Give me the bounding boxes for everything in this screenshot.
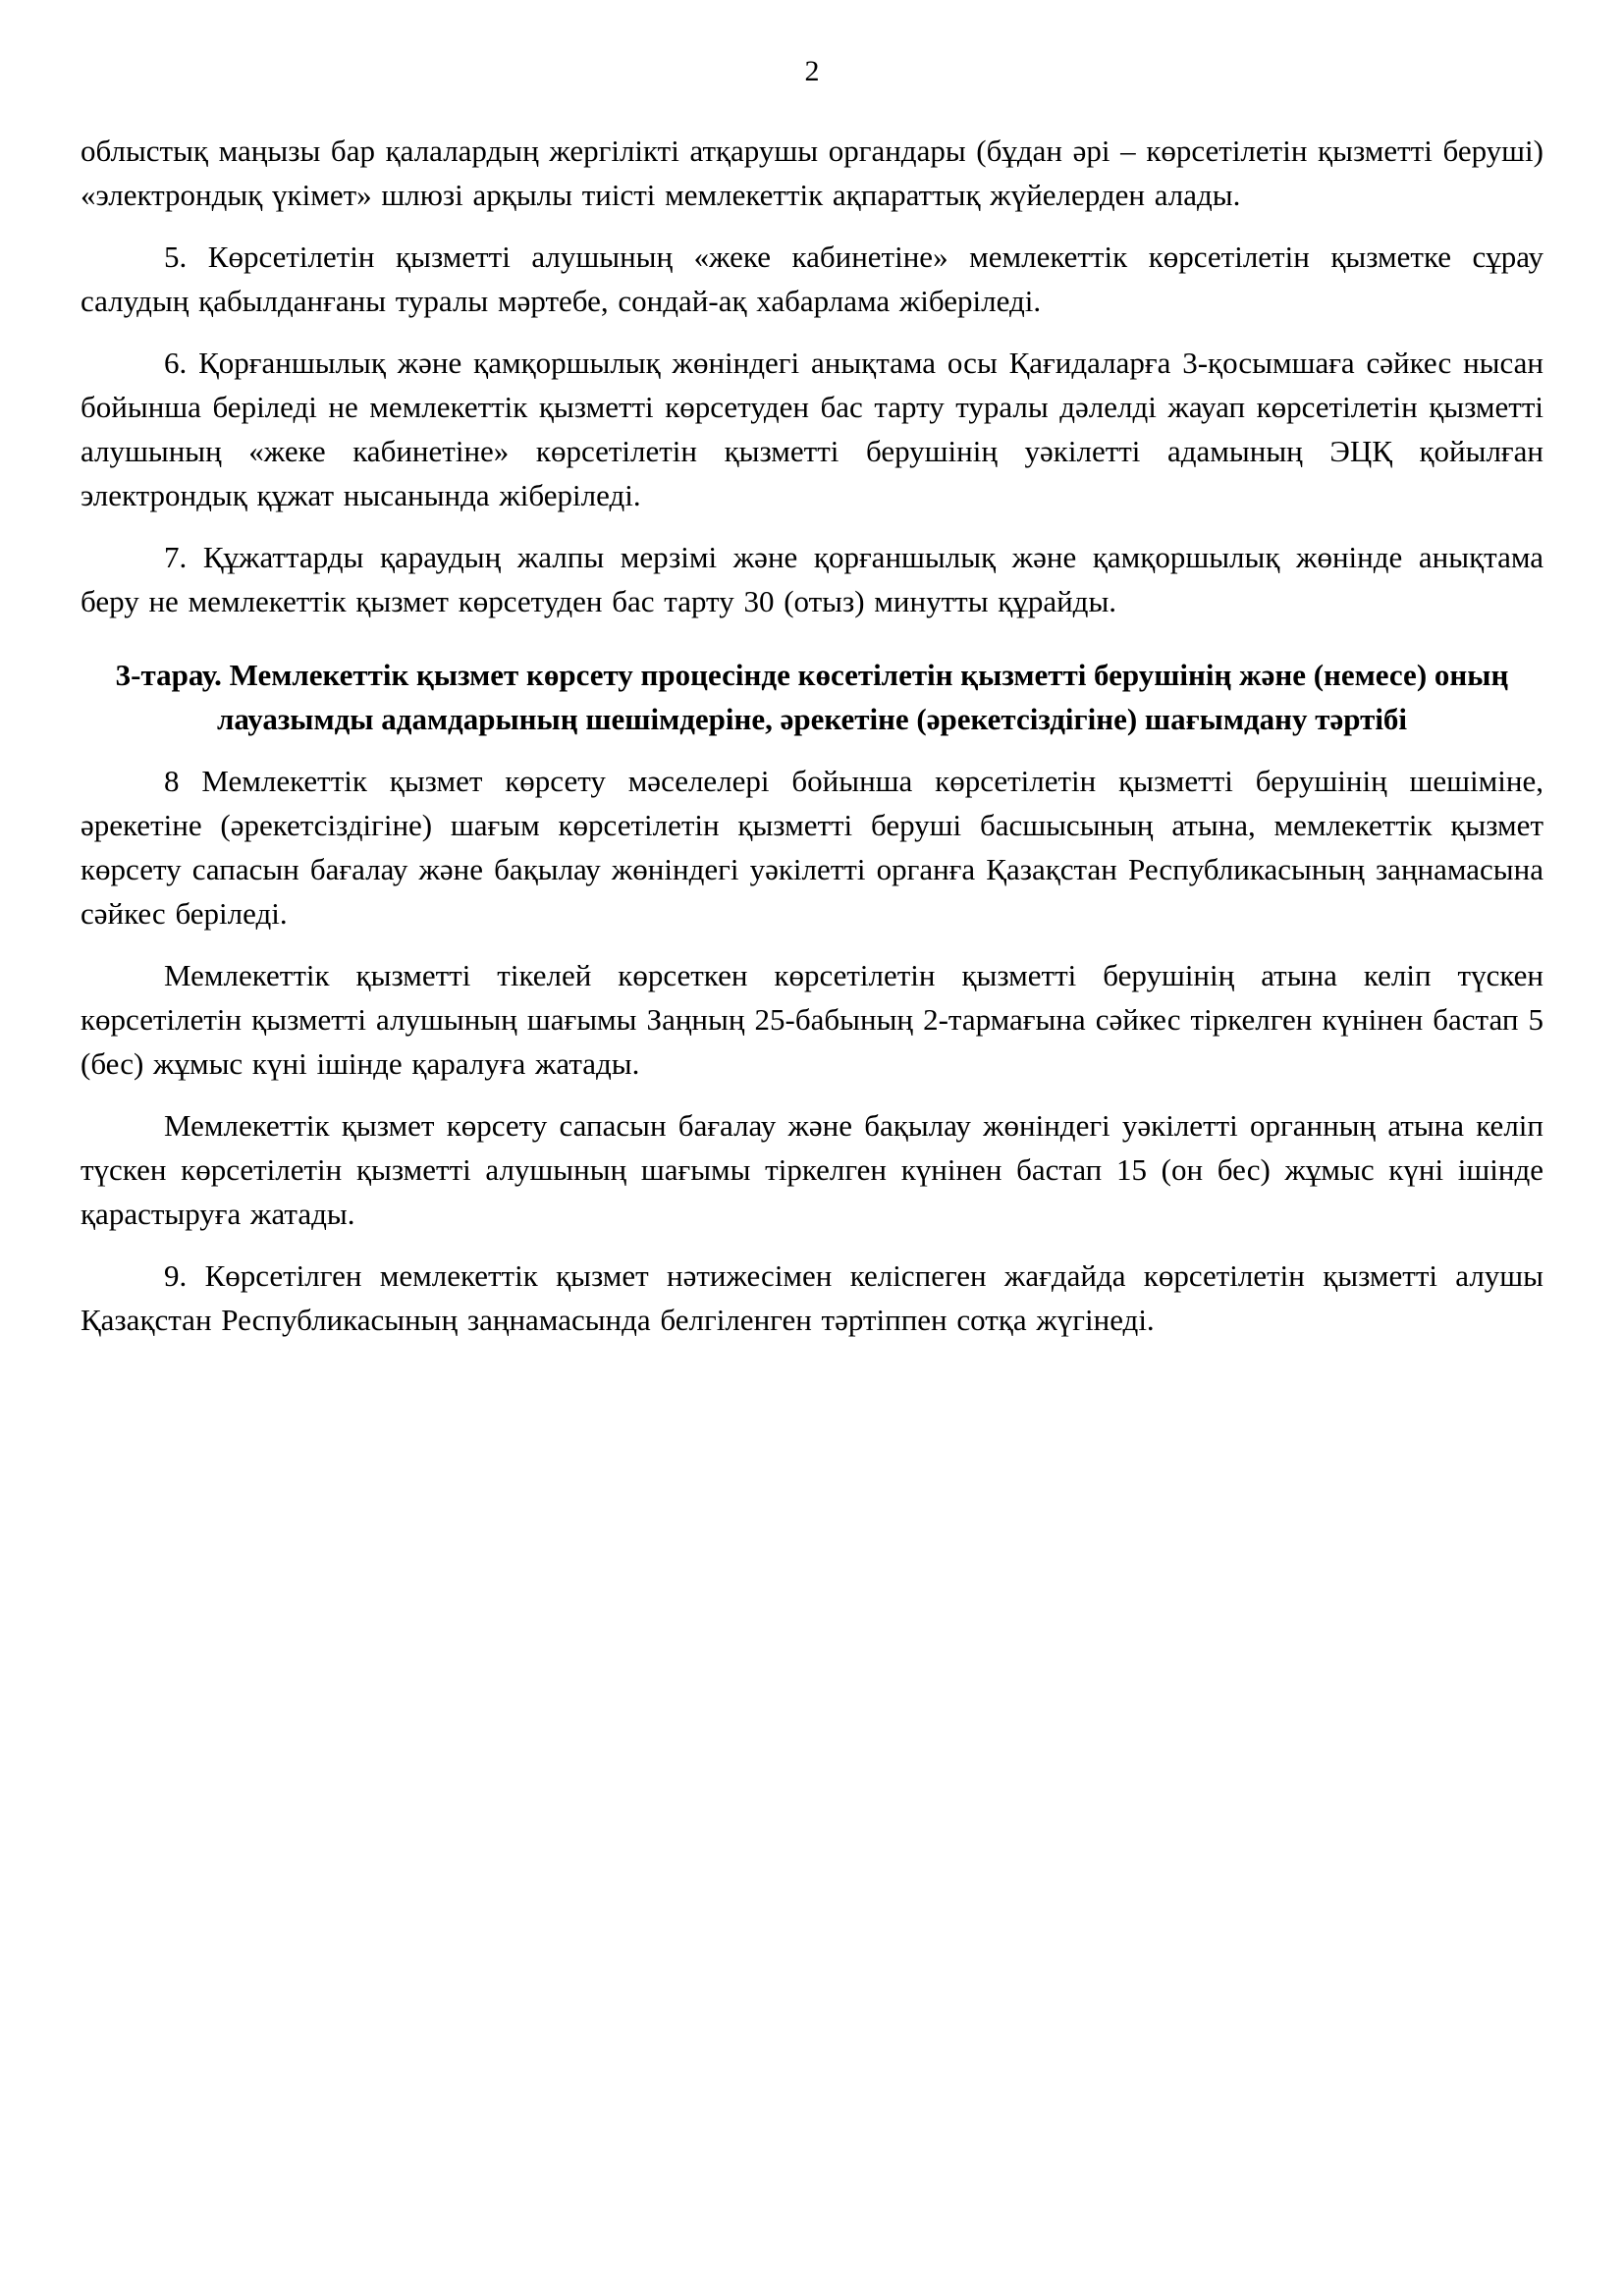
body-paragraph: 5. Көрсетілетін қызметті алушының «жеке кабинетіне» мемлекеттік көрсетілетін қызметке сұрау салудың қабылданғаны туралы мәртебе, сондай-ақ хабарлама жіберіледі. bbox=[81, 240, 1543, 318]
page-number: 2 bbox=[804, 55, 820, 87]
chapter-heading: 3-тарау. Мемлекеттік қызмет көрсету процесінде көсетілетін қызметті берушінің және (немесе) оның лауазымды адамдарының шешімдеріне, әрекетіне (әрекетсіздігіне) шағымдану тәртібі bbox=[115, 658, 1509, 736]
body-paragraph: 6. Қорғаншылық және қамқоршылық жөніндегі анықтама осы Қағидаларға 3-қосымшаға сәйкес нысан бойынша беріледі не мемлекеттік қызметті көрсетуден бас тарту туралы дәлелді жауап көрсетілетін қызметті алушының «жеке кабинетіне» көрсетілетін қызметті берушінің уәкілетті адамының ЭЦҚ қойылған электрондық құжат нысанында жіберіледі. bbox=[81, 346, 1543, 512]
body-paragraph: Мемлекеттік қызмет көрсету сапасын бағалау және бақылау жөніндегі уәкілетті органның атына келіп түскен көрсетілетін қызметті алушының шағымы тіркелген күнінен бастап 15 (он бес) жұмыс күні ішінде қарастыруға жатады. bbox=[81, 1108, 1543, 1231]
body-paragraph: облыстық маңызы бар қалалардың жергілікті атқарушы органдары (бұдан әрі – көрсетілетін қызметті беруші) «электрондық үкімет» шлюзі арқылы тиісті мемлекеттік ақпараттық жүйелерден алады. bbox=[81, 133, 1543, 212]
body-paragraph: 9. Көрсетілген мемлекеттік қызмет нәтижесімен келіспеген жағдайда көрсетілетін қызметті алушы Қазақстан Республикасының заңнамасында белгіленген тәртіппен сотқа жүгінеді. bbox=[81, 1258, 1543, 1337]
body-paragraph: 8 Мемлекеттік қызмет көрсету мәселелері бойынша көрсетілетін қызметті берушінің шешіміне, әрекетіне (әрекетсіздігіне) шағым көрсетілетін қызметті беруші басшысының атына, мемлекеттік қызмет көрсету сапасын бағалау және бақылау жөніндегі уәкілетті органға Қазақстан Республикасының заңнамасына сәйкес беріледі. bbox=[81, 764, 1543, 931]
body-paragraph: Мемлекеттік қызметті тікелей көрсеткен көрсетілетін қызметті берушінің атына келіп түскен көрсетілетін қызметті алушының шағымы Заңның 25-бабының 2-тармағына сәйкес тіркелген күнінен бастап 5 (бес) жұмыс күні ішінде қаралуға жатады. bbox=[81, 958, 1543, 1081]
body-paragraph: 7. Құжаттарды қараудың жалпы мерзімі және қорғаншылық және қамқоршылық жөнінде анықтама беру не мемлекеттік қызмет көрсетуден бас тарту 30 (отыз) минутты құрайды. bbox=[81, 540, 1543, 618]
